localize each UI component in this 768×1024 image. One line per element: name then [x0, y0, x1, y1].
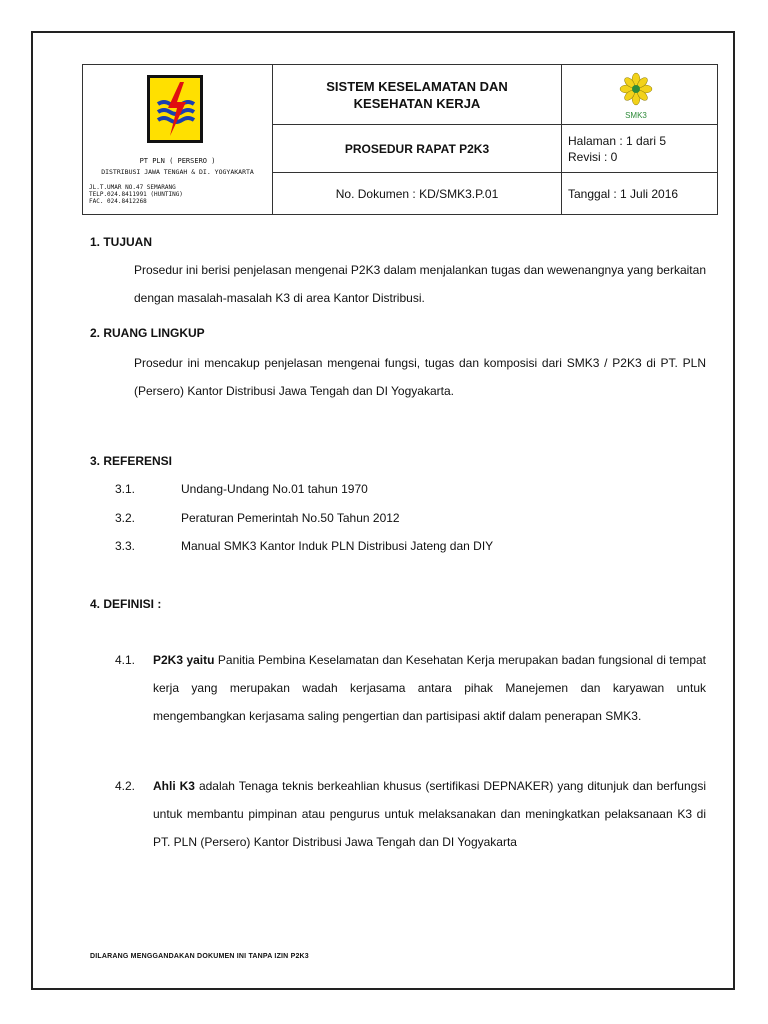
fax-line: FAC. 024.8412268: [89, 198, 147, 205]
section-2-title: 2. RUANG LINGKUP: [90, 326, 205, 340]
page-number: Halaman : 1 dari 5: [568, 133, 667, 148]
footer-notice: DILARANG MENGGANDAKAN DOKUMEN INI TANPA IZIN P2K3: [90, 953, 309, 960]
title-line-1: SISTEM KESELAMATAN DAN: [326, 78, 508, 94]
system-title: [273, 65, 562, 125]
smk3-logo-icon: [618, 71, 654, 121]
reference-text: Manual SMK3 Kantor Induk PLN Distribusi Jateng dan DIY: [181, 539, 494, 553]
section-4-title: 4. DEFINISI :: [90, 597, 162, 611]
reference-text: Peraturan Pemerintah No.50 Tahun 2012: [181, 511, 400, 525]
definition-number: 4.2.: [115, 779, 136, 793]
definition-term: Ahli K3: [153, 779, 195, 793]
reference-text: Undang-Undang No.01 tahun 1970: [181, 482, 368, 496]
section-3-title: 3. REFERENSI: [90, 454, 173, 468]
reference-number: 3.3.: [115, 539, 136, 553]
procedure-title: PROSEDUR RAPAT P2K3: [273, 125, 562, 173]
definition-term: P2K3 yaitu: [153, 653, 215, 667]
company-logo-cell: [83, 65, 273, 215]
section-1-text: Prosedur ini berisi penjelasan mengenai P2K3 dalam menjalankan tugas dan wewenangnya yang berkaitan dengan masalah-masalah K3 di area Kantor Distribusi.: [134, 263, 706, 305]
svg-text:SMK3: SMK3: [625, 111, 647, 120]
pln-logo: [147, 75, 203, 143]
title-line-2: KESEHATAN KERJA: [353, 95, 481, 111]
definition-body: Panitia Pembina Keselamatan dan Kesehatan Kerja merupakan badan fungsional di tempat kerja yang merupakan wadah kerjasama antara pihak Manejemen dan karyawan untuk mengembangkan kerjasama saling pengertian dan partisipasi aktif dalam penerapan SMK3.: [153, 653, 706, 723]
section-2-text: Prosedur ini mencakup penjelasan mengenai fungsi, tugas dan komposisi dari SMK3 / P2K3 di PT. PLN (Persero) Kantor Distribusi Jawa Tengah dan DI Yogyakarta.: [134, 356, 706, 398]
company-name: PT PLN ( PERSERO ): [139, 157, 216, 165]
document-date: Tanggal : 1 Juli 2016: [562, 173, 718, 215]
document-header-table: [82, 64, 718, 215]
reference-number: 3.2.: [115, 511, 136, 525]
company-unit: DISTRIBUSI JAWA TENGAH & DI. YOGYAKARTA: [101, 168, 254, 176]
revision-number: Revisi : 0: [568, 149, 618, 164]
address-line: JL.T.UMAR NO.47 SEMARANG: [89, 184, 176, 191]
section-1-title: 1. TUJUAN: [90, 235, 153, 249]
lightning-icon: [150, 78, 200, 140]
phone-line: TELP.024.8411991 (HUNTING): [89, 191, 183, 198]
definition-number: 4.1.: [115, 653, 136, 667]
definition-p2k3: [153, 646, 706, 730]
definition-body: adalah Tenaga teknis berkeahlian khusus (sertifikasi DEPNAKER) yang ditunjuk dan berfungsi untuk membantu pimpinan atau pengurus untuk melaksanakan dan meningkatkan pelaksanaan K3 di PT. PLN (Persero) Kantor Distribusi Jawa Tengah dan DI Yogyakarta: [153, 779, 706, 849]
smk3-logo-cell: [562, 65, 718, 125]
definition-ahli-k3: [153, 772, 706, 856]
page-revision-info: [562, 125, 718, 173]
reference-number: 3.1.: [115, 482, 136, 496]
company-address: [89, 184, 183, 205]
document-number: No. Dokumen : KD/SMK3.P.01: [273, 173, 562, 215]
